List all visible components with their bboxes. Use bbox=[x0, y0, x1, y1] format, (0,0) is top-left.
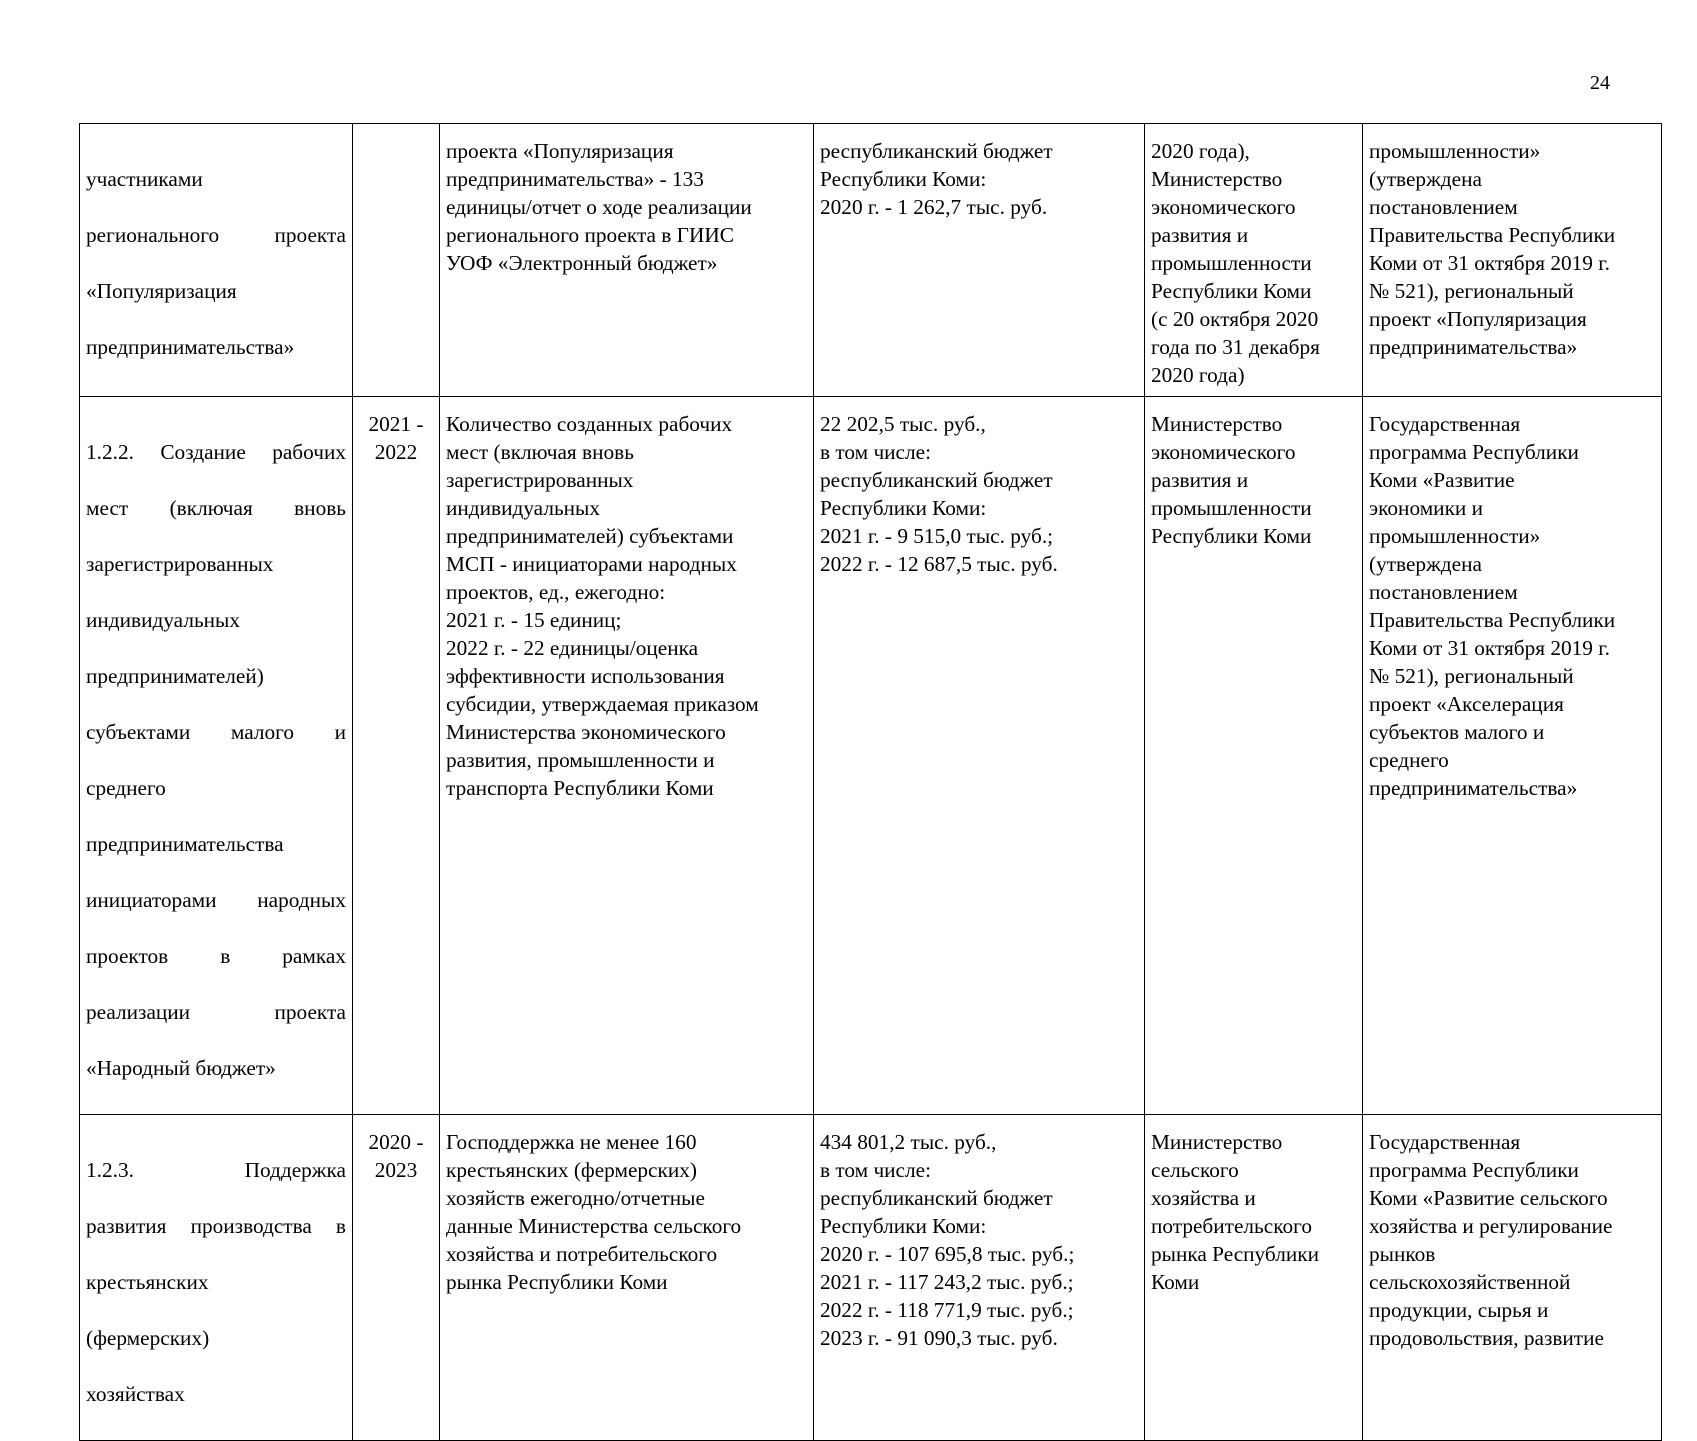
measure-name-cell bbox=[80, 1115, 353, 1441]
measure-name-line: «Народный бюджет» bbox=[86, 1056, 276, 1080]
measure-name-line: предпринимательства bbox=[86, 832, 284, 856]
term-cell: 2021 - 2022 bbox=[353, 397, 440, 1115]
responsible-cell: Министерство экономического развития и промышленности Республики Коми bbox=[1145, 397, 1363, 1115]
indicator-cell: проекта «Популяризация предпринимательства» - 133 единицы/отчет о ходе реализации регионального проекта в ГИИС УОФ «Электронный бюджет» bbox=[440, 124, 814, 397]
basis-cell: Государственная программа Республики Коми «Развитие сельского хозяйства и регулирование рынков сельскохозяйственной продукции, сырья и продовольствия, развитие bbox=[1363, 1115, 1662, 1441]
measure-name-line: индивидуальных bbox=[86, 608, 241, 632]
basis-cell: промышленности» (утверждена постановлением Правительства Республики Коми от 31 октября 2019 г. № 521), региональный проект «Популяризация предпринимательства» bbox=[1363, 124, 1662, 397]
measure-name-line: (фермерских) bbox=[86, 1326, 210, 1350]
table-row bbox=[80, 1115, 1662, 1441]
responsible-cell: 2020 года), Министерство экономического развития и промышленности Республики Коми (с 20 октября 2020 года по 31 декабря 2020 года) bbox=[1145, 124, 1363, 397]
financing-cell: 22 202,5 тыс. руб., в том числе: республиканский бюджет Республики Коми: 2021 г. - 9 515,0 тыс. руб.; 2022 г. - 12 687,5 тыс. руб. bbox=[814, 397, 1145, 1115]
measure-name-line: регионального проекта bbox=[86, 223, 346, 247]
measure-name-line: развития производства в bbox=[86, 1214, 346, 1238]
measure-name-line: проектов в рамках bbox=[86, 944, 346, 968]
table-row bbox=[80, 397, 1662, 1115]
measure-name-line: «Популяризация bbox=[86, 279, 237, 303]
measure-name-line: предпринимательства» bbox=[86, 335, 295, 359]
measure-name-line: 1.2.2. Создание рабочих bbox=[86, 440, 346, 464]
measure-name-cell bbox=[80, 124, 353, 397]
table-row bbox=[80, 124, 1662, 397]
measure-name-line: среднего bbox=[86, 776, 166, 800]
indicator-cell: Количество созданных рабочих мест (включая вновь зарегистрированных индивидуальных предпринимателей) субъектами МСП - инициаторами народных проектов, ед., ежегодно: 2021 г. - 15 единиц; 2022 г. - 22 единицы/оценка эффективности использования субсидии, утверждаемая приказом Министерства экономического развития, промышленности и транспорта Республики Коми bbox=[440, 397, 814, 1115]
responsible-cell: Министерство сельского хозяйства и потребительского рынка Республики Коми bbox=[1145, 1115, 1363, 1441]
indicator-cell: Господдержка не менее 160 крестьянских (фермерских) хозяйств ежегодно/отчетные данные Министерства сельского хозяйства и потребительского рынка Республики Коми bbox=[440, 1115, 814, 1441]
term-cell bbox=[353, 124, 440, 397]
measure-name-line: хозяйствах bbox=[86, 1382, 185, 1406]
measure-name-line: участниками bbox=[86, 167, 203, 191]
financing-cell: 434 801,2 тыс. руб., в том числе: республиканский бюджет Республики Коми: 2020 г. - 107 695,8 тыс. руб.; 2021 г. - 117 243,2 тыс. руб.; 2022 г. - 118 771,9 тыс. руб.; 2023 г. - 91 090,3 тыс. руб. bbox=[814, 1115, 1145, 1441]
measure-name-line: предпринимателей) bbox=[86, 664, 264, 688]
measures-table bbox=[79, 123, 1662, 1441]
measure-name-line: крестьянских bbox=[86, 1270, 209, 1294]
measure-name-line: субъектами малого и bbox=[86, 720, 346, 744]
page-number: 24 bbox=[1590, 72, 1610, 94]
term-cell: 2020 - 2023 bbox=[353, 1115, 440, 1441]
measure-name-line: мест (включая вновь bbox=[86, 496, 346, 520]
measure-name-cell bbox=[80, 397, 353, 1115]
basis-cell: Государственная программа Республики Коми «Развитие экономики и промышленности» (утверждена постановлением Правительства Республики Коми от 31 октября 2019 г. № 521), региональный проект «Акселерация субъектов малого и среднего предпринимательства» bbox=[1363, 397, 1662, 1115]
measure-name-line: зарегистрированных bbox=[86, 552, 274, 576]
measure-name-line: 1.2.3. Поддержка bbox=[86, 1158, 346, 1182]
measure-name-line: инициаторами народных bbox=[86, 888, 346, 912]
financing-cell: республиканский бюджет Республики Коми: 2020 г. - 1 262,7 тыс. руб. bbox=[814, 124, 1145, 397]
measure-name-line: реализации проекта bbox=[86, 1000, 346, 1024]
